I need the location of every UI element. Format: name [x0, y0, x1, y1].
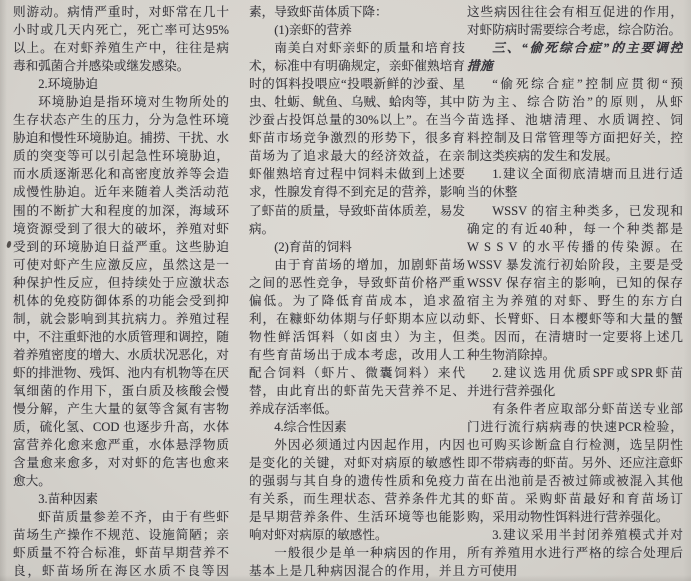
text-line: 料控制及日常管理等方面把好关，控 [467, 131, 683, 146]
text-line: 素，导致虾苗体质下降： [249, 5, 388, 19]
text-line: 的强弱与其自身的遗传性质和免疫力 [249, 474, 465, 489]
text-line: 富营养化愈来愈严重，水体悬浮物质 [13, 438, 229, 453]
text-column-right [467, 3, 683, 581]
text-line: 受到的环境胁迫日益严重。这些胁迫 [13, 239, 229, 254]
text-line: 宿主为养殖的对虾、野生的东方白 [467, 293, 683, 308]
text-line: 质的突变等可以引起急性环境胁迫， [13, 149, 229, 164]
text-line: 一般很少是单一种病因的作用， [274, 546, 465, 561]
text-line: 3.苗种因素 [38, 492, 99, 507]
text-line: 当的休整 [467, 185, 518, 200]
text-line: 苗在出池前是否被过筛或被混入其他 [467, 474, 683, 489]
text-line: 苗场生产操作不规范、设施简陋；亲 [13, 528, 229, 543]
text-line: 苗选择、池塘清理、水质调控、饲 [467, 113, 683, 128]
text-line: 种生物消除掉。 [467, 347, 556, 362]
text-line: 种保护性反应，但持续处于应激状态 [13, 275, 229, 290]
text-column-middle [249, 3, 465, 581]
text-line: 着养殖密度的增大、水质状况恶化，对 [13, 347, 229, 362]
text-line: 并进行营养强化 [467, 383, 556, 398]
text-line: 沙蚕占投饵总量的30%以上”。在当今 [249, 113, 465, 128]
section-heading-line: 三、“偷死综合症”的主要调控 [492, 41, 683, 56]
text-line: 2.建议选用优质SPF或SPR虾苗 [492, 365, 683, 380]
text-line: 类。因而，在清塘时一定要将上述几 [467, 329, 683, 344]
text-line: 氧细菌的作用下，蛋白质及核酸会慢 [13, 383, 229, 398]
text-line: 购，采用动物性饵料进行营养强化。 [467, 510, 669, 525]
text-line: 有关系，而生理状态、营养条件尤其 [249, 492, 465, 507]
text-line: 小时或几天内死亡，死亡率可达95% [13, 23, 229, 38]
text-line: 围的不断扩大和程度的加深，海域环 [13, 203, 229, 218]
text-line: 虾的排泄物、残饵、池内有机物等在厌 [13, 365, 229, 380]
text-line: 病。 [249, 221, 275, 236]
text-line: 有条件者应取部分虾苗送专业部 [492, 402, 683, 417]
text-line: 之间的恶性竞争，导致虾苗价格严重 [249, 275, 465, 290]
text-line: 环境胁迫是指环境对生物所处的 [38, 95, 229, 110]
text-line: 利，在糠虾幼体期与仔虾期本应以动 [249, 311, 465, 326]
text-line: 对虾防病时需要综合考虑，综合防治。 [467, 23, 682, 38]
text-line: 术，标准中有明确规定，亲虾催熟培育 [249, 59, 465, 74]
text-line: 以上。在对虾养殖生产中，往往是病 [13, 41, 229, 56]
text-line: 含量愈来愈多，对对虾的危害也愈来 [13, 456, 229, 471]
text-line: 有些育苗场出于成本考虑，改用人工 [249, 347, 465, 362]
text-line: 偏低。为了降低育苗成本，追求盈 [249, 293, 465, 308]
text-line: 外因必须通过内因起作用，内因 [274, 438, 465, 453]
text-line: 配合饲料（虾片、微囊饲料）来代 [249, 365, 465, 380]
text-line: 境资源受到了很大的破坏，养殖对虾 [13, 221, 229, 236]
text-line: 虾、长臂虾、日本樱虾等和大量的蟹 [467, 311, 683, 326]
text-line: 中，不注重虾池的水质管理和调控，随 [13, 329, 229, 344]
text-line: 制这类疾病的发生和发展。 [467, 149, 619, 164]
text-line: WSSV 保存宿主的影响，已知的保存 [467, 275, 683, 290]
text-line: (1)亲虾的营养 [274, 23, 352, 38]
text-line: 确定的有近40种，每一个种类都是 [467, 221, 683, 236]
text-line: “偷死综合症”控制应贯彻“预 [492, 77, 683, 92]
text-line: 质，硫化氢、COD 也逐步升高，水体 [13, 420, 229, 435]
text-line: 愈大。 [13, 474, 51, 489]
text-line: 求，性腺发育得不到充足的营养，影响 [249, 185, 465, 200]
text-line: WSSV 的宿主种类多，已发现和 [492, 203, 683, 218]
text-line: 基本上是几种病因混合的作用，并且 [249, 564, 465, 579]
scan-artifact-speck [6, 241, 12, 249]
text-line: 可使对虾产生应激反应，虽然这是一 [13, 257, 229, 272]
text-line: 虫、牡蛎、鱿鱼、乌贼、蛤肉等，其中 [249, 95, 465, 110]
text-line: 胁迫和慢性环境胁迫。捕捞、干扰、水 [13, 131, 229, 146]
text-line: WSSV 暴发流行初始阶段，主要是受 [467, 257, 683, 272]
text-line: 也可购买诊断盒自行检测，选呈阴性 [467, 438, 683, 453]
text-line: 虾苗质量参差不齐，由于有些虾 [38, 510, 229, 525]
text-line: 制，就会影响到其抗病力。养殖过程 [13, 311, 229, 326]
text-line: 是变化的关键，对虾对病原的敏感性 [249, 456, 465, 471]
section-heading-line: 措施 [467, 59, 494, 74]
text-line: 虾质量不符合标准，虾苗早期营养不 [13, 546, 229, 561]
text-line: 生存状态产生的压力，分为急性环境 [13, 113, 229, 128]
text-line: 的虾苗。采购虾苗最好和育苗场订 [467, 492, 683, 507]
text-line: 成慢性胁迫。近年来随着人类活动范 [13, 185, 229, 200]
text-line: 时的饵料投喂应“投喂新鲜的沙蚕、星 [249, 77, 465, 92]
text-line: W S S V 的水平传播的传染源。在 [467, 239, 683, 254]
text-line: 方可使用 [467, 564, 518, 579]
text-line: (2)育苗的饲料 [274, 239, 352, 254]
text-line: 是早期营养条件、生活环境等也能影 [249, 510, 465, 525]
text-line: 机体的免疫防御体系的功能会受到抑 [13, 293, 229, 308]
text-line: 1.建议全面彻底清塘而且进行适 [492, 167, 683, 182]
text-line: 防为主、综合防治”的原则，从虾 [467, 95, 683, 110]
text-line: 门进行流行病病毒的快速PCR检验， [467, 420, 683, 435]
text-column-left [13, 3, 229, 581]
text-line: 即不带病毒的虾苗。另外、还应注意虾 [467, 456, 683, 471]
text-line: 毒和弧菌合并感染或继发感染。 [13, 59, 190, 74]
text-line: 这些病因往往会有相互促进的作用， [467, 5, 683, 19]
text-line: 响对虾对病原的敏感性。 [249, 528, 388, 543]
text-line: 4.综合性因素 [274, 420, 347, 435]
text-line: 了虾苗的质量，导致虾苗体质差，易发 [249, 203, 465, 218]
text-line: 慢分解，产生大量的氨等含氮有害物 [13, 402, 229, 417]
text-line: 虾苗市场竞争激烈的形势下，很多育 [249, 131, 465, 146]
text-line: 2.环境胁迫 [38, 77, 99, 92]
text-line: 苗场为了追求最大的经济效益，在亲 [249, 149, 465, 164]
text-line: 而水质逐渐恶化和高密度放养等会造 [13, 167, 229, 182]
text-line: 南美白对虾亲虾的质量和培育技 [274, 41, 465, 56]
text-line: 虾催熟培育过程中饲料未做到上述要 [249, 167, 465, 182]
text-line: 由于育苗场的增加，加剧虾苗场 [274, 257, 465, 272]
text-line: 则游动。病情严重时，对虾常在几十 [13, 5, 229, 19]
text-line: 良，虾苗场所在海区水质不良等因 [13, 564, 229, 579]
text-line: 所有养殖用水进行严格的综合处理后 [467, 546, 683, 561]
text-line: 物性鲜活饵料（如卤虫）为主，但 [249, 329, 465, 344]
text-line: 替，由此育出的虾苗先天营养不足、 [249, 383, 465, 398]
text-line: 养成存活率低。 [249, 402, 338, 417]
text-line: 3.建议采用半封闭养殖模式并对 [492, 528, 683, 543]
